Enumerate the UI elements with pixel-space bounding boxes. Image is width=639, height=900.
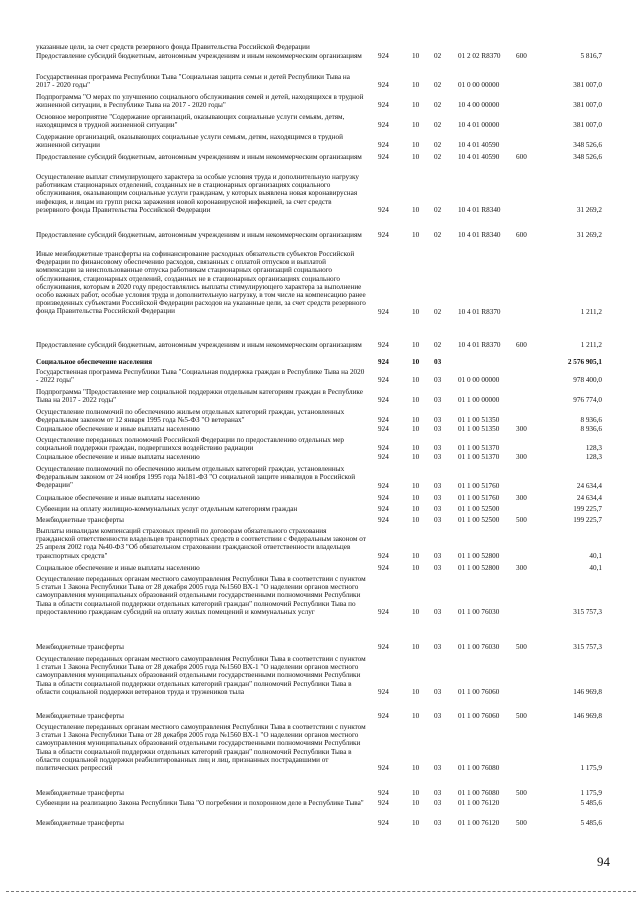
amount: 5 485,6 (580, 819, 602, 827)
ministry-code: 924 (378, 607, 389, 616)
ministry-code: 924 (378, 52, 389, 60)
amount: 2 576 905,1 (567, 358, 602, 366)
target-article-code: 01 1 00 00000 (458, 395, 500, 404)
amount: 1 175,9 (580, 763, 602, 772)
expense-type-code: 500 (516, 643, 527, 651)
subsection-code: 02 (434, 140, 442, 149)
subsection-code: 02 (434, 307, 442, 316)
amount: 381 007,0 (573, 100, 602, 109)
amount: 978 400,0 (573, 375, 602, 384)
subsection-code: 02 (434, 205, 442, 214)
section-code: 10 (412, 712, 420, 720)
target-article-code: 01 1 00 76060 (458, 712, 500, 720)
subsection-code: 02 (434, 80, 442, 89)
subsection-code: 03 (434, 481, 442, 490)
row-description: Межбюджетные трансферты (36, 712, 124, 720)
target-article-code: 01 1 00 51350 (458, 415, 500, 424)
ministry-code: 924 (378, 80, 389, 89)
ministry-code: 924 (378, 494, 389, 502)
subsection-code: 03 (434, 712, 442, 720)
amount: 381 007,0 (573, 80, 602, 89)
target-article-code: 01 1 00 76120 (458, 819, 500, 827)
target-article-code: 01 0 00 00000 (458, 80, 500, 89)
section-code: 10 (412, 52, 420, 60)
section-code: 10 (412, 231, 420, 239)
target-article-code: 01 1 00 51370 (458, 443, 500, 452)
ministry-code: 924 (378, 425, 389, 433)
ministry-code: 924 (378, 505, 389, 513)
section-code: 10 (412, 341, 420, 349)
row-description: Осуществление выплат стимулирующего характера за особые условия труда и дополнительную нагрузку работникам стационарных отделений, созданных не в стационарных организациях социального обслуживания, оказывающим социальные услуги гражданам, у которых выявлена новая коронавирусная инфекция, и лицам из групп риска заражения новой коронавирусной инфекцией, за счет средств резервного фонда Правительства Российской Федерации (36, 173, 359, 214)
amount: 199 225,7 (573, 516, 602, 524)
row-description: Выплаты инвалидам компенсаций страховых премий по договорам обязательного страхования гражданской ответственности владельцев транспортных средств в соответствии с Федеральным законом от 25 апреля 2002 года №40-ФЗ "Об обязательном страховании гражданской ответственности владельцев транспортных средств" (36, 527, 366, 560)
target-article-code: 10 4 00 00000 (458, 100, 500, 109)
amount: 31 269,2 (576, 231, 602, 239)
row-description: Государственная программа Республики Тыва "Социальная защита семьи и детей Республики Тыва на 2017 - 2020 годы" (36, 73, 350, 90)
target-article-code: 10 4 01 40590 (458, 153, 500, 161)
row-description: Социальное обеспечение и иные выплаты населению (36, 494, 200, 502)
section-code: 10 (412, 80, 420, 89)
section-code: 10 (412, 425, 420, 433)
row-description: Осуществление переданных органам местного самоуправления Республики Тыва в соответствии с пунктом 5 статьи 1 Закона Республики Тыва от 28 декабря 2005 года №1560 ВХ-1 "О наделении органов местного самоуправления муниципальных образований отдельными государственными полномочиями Республики Тыва в области социальной поддержки отдельных категорий граждан" полномочий Республики Тыва по предоставлению гражданам субсидий на оплату жилых помещений и коммунальных услуг (36, 575, 366, 616)
section-code: 10 (412, 100, 420, 109)
target-article-code: 01 1 00 76080 (458, 789, 500, 797)
subsection-code: 02 (434, 231, 442, 239)
target-article-code: 01 1 00 76120 (458, 799, 500, 807)
ministry-code: 924 (378, 643, 389, 651)
ministry-code: 924 (378, 819, 389, 827)
section-code: 10 (412, 819, 420, 827)
footer-divider (6, 891, 636, 892)
section-code: 10 (412, 120, 420, 129)
subsection-code: 03 (434, 643, 442, 651)
amount: 348 526,6 (573, 140, 602, 149)
amount: 128,3 (585, 443, 602, 452)
target-article-code: 01 1 00 52500 (458, 505, 500, 513)
subsection-code: 03 (434, 425, 442, 433)
ministry-code: 924 (378, 564, 389, 572)
row-description: Предоставление субсидий бюджетным, автономным учреждениям и иным некоммерческим организациям (36, 153, 362, 161)
section-code: 10 (412, 687, 420, 696)
subsection-code: 03 (434, 819, 442, 827)
subsection-code: 02 (434, 153, 442, 161)
ministry-code: 924 (378, 415, 389, 424)
section-code: 10 (412, 375, 420, 384)
section-code: 10 (412, 307, 420, 316)
row-description: Субвенции на реализацию Закона Республики Тыва "О погребении и похоронном деле в Республике Тыва" (36, 799, 364, 807)
amount: 40,1 (589, 551, 602, 560)
target-article-code: 01 0 00 00000 (458, 375, 500, 384)
section-code: 10 (412, 443, 420, 452)
subsection-code: 02 (434, 341, 442, 349)
section-code: 10 (412, 358, 420, 366)
row-description: Предоставление субсидий бюджетным, автономным учреждениям и иным некоммерческим организациям (36, 52, 362, 60)
ministry-code: 924 (378, 375, 389, 384)
row-description: указанные цели, за счет средств резервного фонда Правительства Российской Федерации (36, 43, 310, 51)
row-description: Осуществление переданных органам местного самоуправления Республики Тыва в соответствии с пунктом 1 статьи 1 Закона Республики Тыва от 28 декабря 2005 года №1560 ВХ-1 "О наделении органов местного самоуправления муниципальных образований отдельными государственными полномочиями Республики Тыва в области социальной поддержки отдельных категорий граждан" полномочий Республики Тыва в области социальной поддержки ветеранов труда и тружеников тыла (36, 655, 366, 696)
ministry-code: 924 (378, 799, 389, 807)
target-article-code: 01 1 00 51760 (458, 481, 500, 490)
subsection-code: 03 (434, 375, 442, 384)
subsection-code: 03 (434, 799, 442, 807)
target-article-code: 01 1 00 76030 (458, 643, 500, 651)
amount: 976 774,0 (573, 395, 602, 404)
subsection-code: 03 (434, 763, 442, 772)
row-description: Социальное обеспечение населения (36, 358, 153, 366)
row-description: Межбюджетные трансферты (36, 789, 124, 797)
section-code: 10 (412, 453, 420, 461)
amount: 40,1 (589, 564, 602, 572)
target-article-code: 01 1 00 76030 (458, 607, 500, 616)
target-article-code: 10 4 01 R8370 (458, 307, 501, 316)
row-description: Субвенции на оплату жилищно-коммунальных услуг отдельным категориям граждан (36, 505, 298, 513)
expense-type-code: 500 (516, 819, 527, 827)
amount: 24 634,4 (576, 494, 602, 502)
target-article-code: 01 1 00 51760 (458, 494, 500, 502)
row-description: Содержание организаций, оказывающих социальные услуги семьям, детям, находящимся в трудной жизненной ситуации (36, 133, 343, 150)
row-description: Социальное обеспечение и иные выплаты населению (36, 453, 200, 461)
expense-type-code: 300 (516, 425, 527, 433)
section-code: 10 (412, 205, 420, 214)
amount: 1 211,2 (580, 307, 602, 316)
amount: 1 175,9 (580, 789, 602, 797)
target-article-code: 10 4 01 00000 (458, 120, 500, 129)
subsection-code: 03 (434, 789, 442, 797)
target-article-code: 10 4 01 R8340 (458, 205, 501, 214)
target-article-code: 10 4 01 R8370 (458, 341, 501, 349)
subsection-code: 03 (434, 607, 442, 616)
ministry-code: 924 (378, 789, 389, 797)
ministry-code: 924 (378, 205, 389, 214)
target-article-code: 01 1 00 52800 (458, 551, 500, 560)
row-description: Межбюджетные трансферты (36, 819, 124, 827)
section-code: 10 (412, 789, 420, 797)
ministry-code: 924 (378, 551, 389, 560)
row-description: Предоставление субсидий бюджетным, автономным учреждениям и иным некоммерческим организациям (36, 231, 362, 239)
page-number: 94 (597, 854, 610, 869)
section-code: 10 (412, 505, 420, 513)
subsection-code: 02 (434, 100, 442, 109)
expense-type-code: 500 (516, 712, 527, 720)
subsection-code: 02 (434, 52, 442, 60)
subsection-code: 03 (434, 415, 442, 424)
row-description: Социальное обеспечение и иные выплаты населению (36, 564, 200, 572)
section-code: 10 (412, 763, 420, 772)
expense-type-code: 500 (516, 516, 527, 524)
section-code: 10 (412, 481, 420, 490)
row-description: Государственная программа Республики Тыва "Социальная поддержка граждан в Республике Тыва на 2020 - 2022 годы" (36, 368, 365, 385)
row-description: Осуществление полномочий по обеспечению жильем отдельных категорий граждан, установленных Федеральным законом от 12 января 1995 года №5-ФЗ "О ветеранах" (36, 408, 345, 425)
target-article-code: 01 2 02 R8370 (458, 52, 501, 60)
ministry-code: 924 (378, 358, 389, 366)
ministry-code: 924 (378, 341, 389, 349)
section-code: 10 (412, 643, 420, 651)
row-description: Межбюджетные трансферты (36, 643, 124, 651)
ministry-code: 924 (378, 120, 389, 129)
section-code: 10 (412, 551, 420, 560)
section-code: 10 (412, 494, 420, 502)
target-article-code: 01 1 00 52800 (458, 564, 500, 572)
row-description: Подпрограмма "О мерах по улучшению социального обслуживания семей и детей, находящихся в трудной жизненной ситуации, в Республике Тыва на 2017 - 2020 годы" (36, 93, 364, 110)
target-article-code: 01 1 00 76080 (458, 763, 500, 772)
target-article-code: 01 1 00 51370 (458, 453, 500, 461)
amount: 146 969,8 (573, 712, 602, 720)
row-description: Социальное обеспечение и иные выплаты населению (36, 425, 200, 433)
amount: 24 634,4 (576, 481, 602, 490)
ministry-code: 924 (378, 231, 389, 239)
ministry-code: 924 (378, 687, 389, 696)
target-article-code: 10 4 01 40590 (458, 140, 500, 149)
amount: 8 936,6 (580, 425, 602, 433)
ministry-code: 924 (378, 443, 389, 452)
amount: 128,3 (585, 453, 602, 461)
row-description: Межбюджетные трансферты (36, 516, 124, 524)
subsection-code: 03 (434, 453, 442, 461)
ministry-code: 924 (378, 712, 389, 720)
target-article-code: 01 1 00 51350 (458, 425, 500, 433)
row-description: Иные межбюджетные трансферты на софинансирование расходных обязательств субъектов Российской Федерации по финансовому обеспечению расходов, связанных с оплатой отпусков и выплатой компенсации за неиспользованные отпуска работникам стационарных организаций социального обслуживания, стационарных отделений, созданных не в стационарных организациях социального обслуживания, которым в 2020 году предоставлялись выплаты стимулирующего характера за выполнение особо важных работ, особые условия труда и дополнительную нагрузку, в том числе на компенсацию ранее произведенных субъектами Российской Федерации расходов на указанные цели, за счет средств резервного фонда Правительства Российской Федерации (36, 250, 366, 316)
expense-type-code: 500 (516, 789, 527, 797)
row-description: Подпрограмма "Предоставление мер социальной поддержки отдельным категориям граждан в Республике Тыва на 2017 - 2022 годы" (36, 388, 363, 405)
subsection-code: 03 (434, 551, 442, 560)
target-article-code: 01 1 00 76060 (458, 687, 500, 696)
amount: 199 225,7 (573, 505, 602, 513)
ministry-code: 924 (378, 453, 389, 461)
amount: 8 936,6 (580, 415, 602, 424)
expense-type-code: 600 (516, 341, 527, 349)
section-code: 10 (412, 564, 420, 572)
amount: 1 211,2 (580, 341, 602, 349)
ministry-code: 924 (378, 481, 389, 490)
section-code: 10 (412, 140, 420, 149)
row-description: Осуществление переданных органам местного самоуправления Республики Тыва в соответствии с пунктом 3 статьи 1 Закона Республики Тыва от 28 декабря 2005 года №1560 ВХ-1 "О наделении органов местного самоуправления муниципальных образований отдельными государственными полномочиями Республики Тыва в области социальной поддержки отдельных категорий граждан" полномочий Республики Тыва в области социальной поддержки реабилитированных лиц и лиц, признанных пострадавшими от политических репрессий (36, 723, 366, 773)
ministry-code: 924 (378, 516, 389, 524)
expense-type-code: 300 (516, 494, 527, 502)
amount: 348 526,6 (573, 153, 602, 161)
expense-type-code: 600 (516, 153, 527, 161)
expense-type-code: 600 (516, 52, 527, 60)
row-description: Осуществление полномочий по обеспечению жильем отдельных категорий граждан, установленных Федеральным законом от 24 ноября 1995 года №181-ФЗ "О социальной защите инвалидов в Российской Федерации" (36, 465, 356, 490)
subsection-code: 03 (434, 395, 442, 404)
subsection-code: 03 (434, 564, 442, 572)
amount: 146 969,8 (573, 687, 602, 696)
section-code: 10 (412, 799, 420, 807)
subsection-code: 03 (434, 687, 442, 696)
target-article-code: 10 4 01 R8340 (458, 231, 501, 239)
ministry-code: 924 (378, 307, 389, 316)
section-code: 10 (412, 607, 420, 616)
amount: 315 757,3 (573, 643, 602, 651)
subsection-code: 03 (434, 358, 442, 366)
subsection-code: 03 (434, 443, 442, 452)
expense-type-code: 600 (516, 231, 527, 239)
expense-type-code: 300 (516, 564, 527, 572)
section-code: 10 (412, 516, 420, 524)
ministry-code: 924 (378, 153, 389, 161)
row-description: Основное мероприятие "Содержание организаций, оказывающих социальные услуги семьям, детям, находящимся в трудной жизненной ситуации" (36, 113, 345, 130)
subsection-code: 03 (434, 516, 442, 524)
amount: 5 816,7 (580, 52, 602, 60)
amount: 315 757,3 (573, 607, 602, 616)
target-article-code: 01 1 00 52500 (458, 516, 500, 524)
section-code: 10 (412, 395, 420, 404)
amount: 381 007,0 (573, 120, 602, 129)
ministry-code: 924 (378, 763, 389, 772)
section-code: 10 (412, 415, 420, 424)
row-description: Предоставление субсидий бюджетным, автономным учреждениям и иным некоммерческим организациям (36, 341, 362, 349)
subsection-code: 03 (434, 505, 442, 513)
amount: 5 485,6 (580, 799, 602, 807)
amount: 31 269,2 (576, 205, 602, 214)
ministry-code: 924 (378, 100, 389, 109)
ministry-code: 924 (378, 395, 389, 404)
expense-type-code: 300 (516, 453, 527, 461)
subsection-code: 02 (434, 120, 442, 129)
section-code: 10 (412, 153, 420, 161)
row-description: Осуществление переданных полномочий Российской Федерации по предоставлению отдельных мер социальной поддержки граждан, подвергшихся воздействию радиации (36, 436, 345, 453)
subsection-code: 03 (434, 494, 442, 502)
ministry-code: 924 (378, 140, 389, 149)
